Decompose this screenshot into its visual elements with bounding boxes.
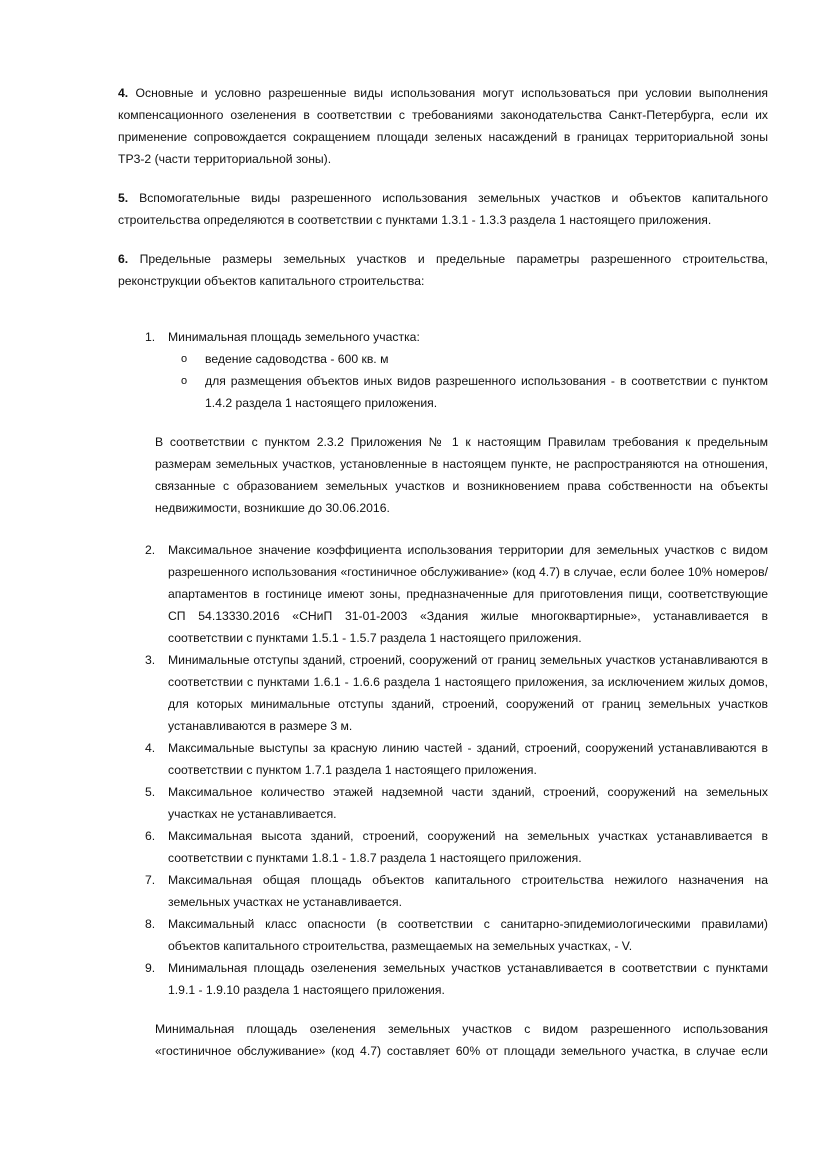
list-number: 1. (145, 330, 156, 344)
list-text: Максимальный класс опасности (в соответствии с санитарно-эпидемиологическими правилами) объектов капитального строительства, размещаемых на земельных участках, - V. (168, 917, 768, 953)
list-text: Минимальная площадь земельного участка: (168, 330, 420, 344)
bullet-text: для размещения объектов иных видов разрешенного использования - в соответствии с пунктом 1.4.2 раздела 1 настоящего приложения. (205, 374, 768, 410)
bullet-item (181, 370, 768, 414)
paragraph-text: Основные и условно разрешенные виды использования могут использоваться при условии выполнения компенсационного озеленения в соответствии с требованиями законодательства Санкт-Петербурга, если их применение сопровождается сокращением площади зеленых насаждений в границах территориальной зоны ТР3-2 (части территориальной зоны). (118, 86, 769, 166)
list-number: 4. (145, 741, 156, 755)
list-item (145, 957, 768, 1001)
list-text: Минимальная площадь озеленения земельных участков устанавливается в соответствии с пунктами 1.9.1 - 1.9.10 раздела 1 настоящего приложения. (168, 961, 768, 997)
list-item (145, 737, 768, 781)
paragraph-6 (118, 248, 768, 292)
list-item (145, 869, 768, 913)
list-text: Минимальные отступы зданий, строений, сооружений от границ земельных участков устанавливаются в соответствии с пунктами 1.6.1 - 1.6.6 раздела 1 настоящего приложения, за исключением жилых домов, для которых минимальные отступы зданий, строений, сооружений от границ земельных участков устанавливаются в размере 3 м. (168, 653, 768, 733)
note-paragraph: В соответствии с пунктом 2.3.2 Приложения № 1 к настоящим Правилам требования к предельным размерам земельных участков, установленные в настоящем пункте, не распространяются на отношения, связанные с образованием земельных участков и возникновением права собственности на объекты недвижимости, возникшие до 30.06.2016. (155, 435, 768, 515)
list-item (145, 326, 768, 348)
list-number: 6. (145, 829, 156, 843)
list-number: 5. (145, 785, 156, 799)
list-text: Максимальная высота зданий, строений, сооружений на земельных участках устанавливается в соответствии с пунктами 1.8.1 - 1.8.7 раздела 1 настоящего приложения. (168, 829, 768, 865)
paragraph-number: 6. (118, 252, 129, 266)
bullet-icon: o (181, 375, 188, 387)
list-number: 8. (145, 917, 156, 931)
list-text: Максимальное значение коэффициента использования территории для земельных участков с видом разрешенного использования «гостиничное обслуживание» (код 4.7) в случае, если более 10% номеров/апартаментов в гостинице имеют зоны, предназначенные для приготовления пищи, соответствующие СП 54.13330.2016 «СНиП 31-01-2003 «Здания жилые многоквартирные», устанавливается в соответствии с пунктами 1.5.1 - 1.5.7 раздела 1 настоящего приложения. (168, 543, 768, 645)
list-item (145, 649, 768, 737)
list-item (145, 913, 768, 957)
bullet-item (181, 348, 768, 370)
paragraph-5 (118, 187, 768, 231)
paragraph-text: Предельные размеры земельных участков и предельные параметры разрешенного строительства, реконструкции объектов капитального строительства: (118, 252, 768, 288)
bullet-text: ведение садоводства - 600 кв. м (205, 352, 389, 366)
list-text: Максимальные выступы за красную линию частей - зданий, строений, сооружений устанавливаются в соответствии с пунктом 1.7.1 раздела 1 настоящего приложения. (168, 741, 768, 777)
list-item (145, 781, 768, 825)
paragraph-4 (118, 82, 768, 170)
list-number: 9. (145, 961, 156, 975)
paragraph-number: 5. (118, 191, 129, 205)
list-item (145, 539, 768, 649)
list-text: Максимальная общая площадь объектов капитального строительства нежилого назначения на земельных участках не устанавливается. (168, 873, 768, 909)
bullet-icon: o (181, 353, 188, 365)
list-item (145, 825, 768, 869)
note-paragraph: Минимальная площадь озеленения земельных участков с видом разрешенного использования «гостиничное обслуживание» (код 4.7) составляет 60% от площади земельного участка, в случае если (155, 1022, 768, 1058)
list-text: Максимальное количество этажей надземной части зданий, строений, сооружений на земельных участках не устанавливается. (168, 785, 768, 821)
list-number: 7. (145, 873, 156, 887)
paragraph-text: Вспомогательные виды разрешенного использования земельных участков и объектов капитального строительства определяются в соответствии с пунктами 1.3.1 - 1.3.3 раздела 1 настоящего приложения. (118, 191, 768, 227)
paragraph-number: 4. (118, 86, 129, 100)
list-number: 2. (145, 543, 156, 557)
list-number: 3. (145, 653, 156, 667)
